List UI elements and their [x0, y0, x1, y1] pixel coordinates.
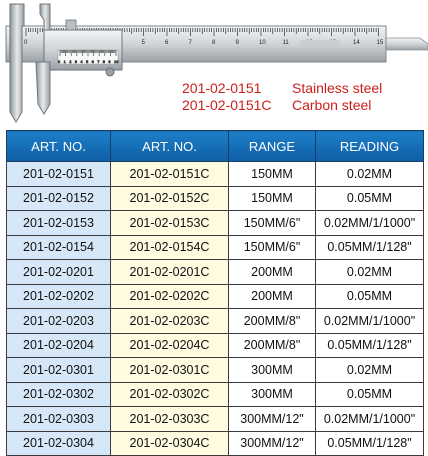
vernier-number: 9 [108, 59, 111, 64]
cell-range: 200MM/8" [229, 309, 316, 334]
scale-number: 0 [24, 40, 28, 46]
table-row [7, 186, 424, 211]
scale-number: 5 [141, 40, 145, 46]
table-row [7, 358, 424, 383]
scale-number: 10 [259, 40, 266, 46]
scale-number: 14 [353, 40, 360, 46]
legend-code: 201-02-0151 [182, 80, 262, 96]
legend-row-carbon [182, 97, 382, 114]
cell-art-no-stainless: 201-02-0154 [7, 235, 111, 260]
cell-reading: 0.02MM [316, 358, 424, 383]
cell-range: 150MM/6" [229, 235, 316, 260]
table-row [7, 382, 424, 407]
header-art-no-carbon: ART. NO. [111, 131, 229, 162]
scale-number: 11 [282, 40, 289, 46]
cell-art-no-stainless: 201-02-0151 [7, 162, 111, 187]
header-reading: READING [316, 131, 424, 162]
vernier-number: 7 [97, 59, 100, 64]
cell-art-no-stainless: 201-02-0202 [7, 284, 111, 309]
scale-number: 15 [376, 40, 384, 46]
table-header-row [7, 131, 424, 162]
specification-table [6, 130, 424, 456]
table-row [7, 333, 424, 358]
scale-number: 6 [165, 40, 169, 46]
cell-range: 300MM [229, 382, 316, 407]
vernier-number: 2 [69, 59, 72, 64]
cell-range: 300MM/12" [229, 431, 316, 456]
cell-range: 200MM [229, 284, 316, 309]
material-legend [182, 80, 382, 114]
cell-art-no-carbon: 201-02-0154C [111, 235, 229, 260]
legend-material: Stainless steel [292, 80, 383, 96]
table-row [7, 260, 424, 285]
cell-reading: 0.02MM [316, 260, 424, 285]
vernier-number: 3 [74, 59, 78, 64]
vernier-number: 4 [80, 59, 83, 64]
header-range: RANGE [229, 131, 316, 162]
cell-range: 200MM [229, 260, 316, 285]
vernier-number: 10 [114, 59, 119, 64]
cell-range: 200MM/8" [229, 333, 316, 358]
table-row [7, 162, 424, 187]
cell-art-no-stainless: 201-02-0153 [7, 211, 111, 236]
cell-art-no-carbon: 201-02-0153C [111, 211, 229, 236]
cell-art-no-stainless: 201-02-0204 [7, 333, 111, 358]
cell-reading: 0.02MM/1/1000" [316, 309, 424, 334]
cell-reading: 0.02MM/1/1000" [316, 407, 424, 432]
scale-number: 8 [212, 40, 216, 46]
cell-reading: 0.05MM/1/128" [316, 333, 424, 358]
cell-art-no-stainless: 201-02-0304 [7, 431, 111, 456]
scale-number: 9 [235, 40, 239, 46]
cell-reading: 0.05MM/1/128" [316, 235, 424, 260]
cell-reading: 0.02MM/1/1000" [316, 211, 424, 236]
vernier-number: 0 [58, 59, 61, 64]
legend-code: 201-02-0151C [182, 97, 272, 113]
cell-range: 300MM/12" [229, 407, 316, 432]
cell-art-no-carbon: 201-02-0203C [111, 309, 229, 334]
cell-reading: 0.02MM [316, 162, 424, 187]
vernier-number: 1 [63, 59, 66, 64]
legend-material: Carbon steel [292, 97, 372, 113]
cell-art-no-carbon: 201-02-0202C [111, 284, 229, 309]
cell-range: 300MM [229, 358, 316, 383]
vernier-number: 5 [86, 59, 89, 64]
cell-art-no-carbon: 201-02-0304C [111, 431, 229, 456]
table-row [7, 309, 424, 334]
cell-art-no-carbon: 201-02-0152C [111, 186, 229, 211]
vernier-number: 6 [91, 59, 94, 64]
cell-range: 150MM [229, 186, 316, 211]
cell-art-no-stainless: 201-02-0203 [7, 309, 111, 334]
table-row [7, 284, 424, 309]
cell-reading: 0.05MM [316, 382, 424, 407]
cell-reading: 0.05MM/1/128" [316, 431, 424, 456]
cell-art-no-carbon: 201-02-0302C [111, 382, 229, 407]
table-row [7, 431, 424, 456]
cell-art-no-stainless: 201-02-0301 [7, 358, 111, 383]
cell-art-no-stainless: 201-02-0303 [7, 407, 111, 432]
cell-art-no-carbon: 201-02-0201C [111, 260, 229, 285]
table-row [7, 235, 424, 260]
cell-reading: 0.05MM [316, 284, 424, 309]
cell-reading: 0.05MM [316, 186, 424, 211]
vernier-number: 8 [102, 59, 106, 64]
scale-number: 7 [188, 40, 192, 46]
cell-art-no-stainless: 201-02-0152 [7, 186, 111, 211]
product-header [0, 0, 428, 128]
cell-art-no-stainless: 201-02-0201 [7, 260, 111, 285]
table-row [7, 211, 424, 236]
cell-art-no-carbon: 201-02-0303C [111, 407, 229, 432]
cell-art-no-carbon: 201-02-0151C [111, 162, 229, 187]
legend-row-stainless [182, 80, 382, 97]
cell-range: 150MM [229, 162, 316, 187]
cell-range: 150MM/6" [229, 211, 316, 236]
cell-art-no-carbon: 201-02-0301C [111, 358, 229, 383]
header-art-no-stainless: ART. NO. [7, 131, 111, 162]
cell-art-no-carbon: 201-02-0204C [111, 333, 229, 358]
table-row [7, 407, 424, 432]
cell-art-no-stainless: 201-02-0302 [7, 382, 111, 407]
